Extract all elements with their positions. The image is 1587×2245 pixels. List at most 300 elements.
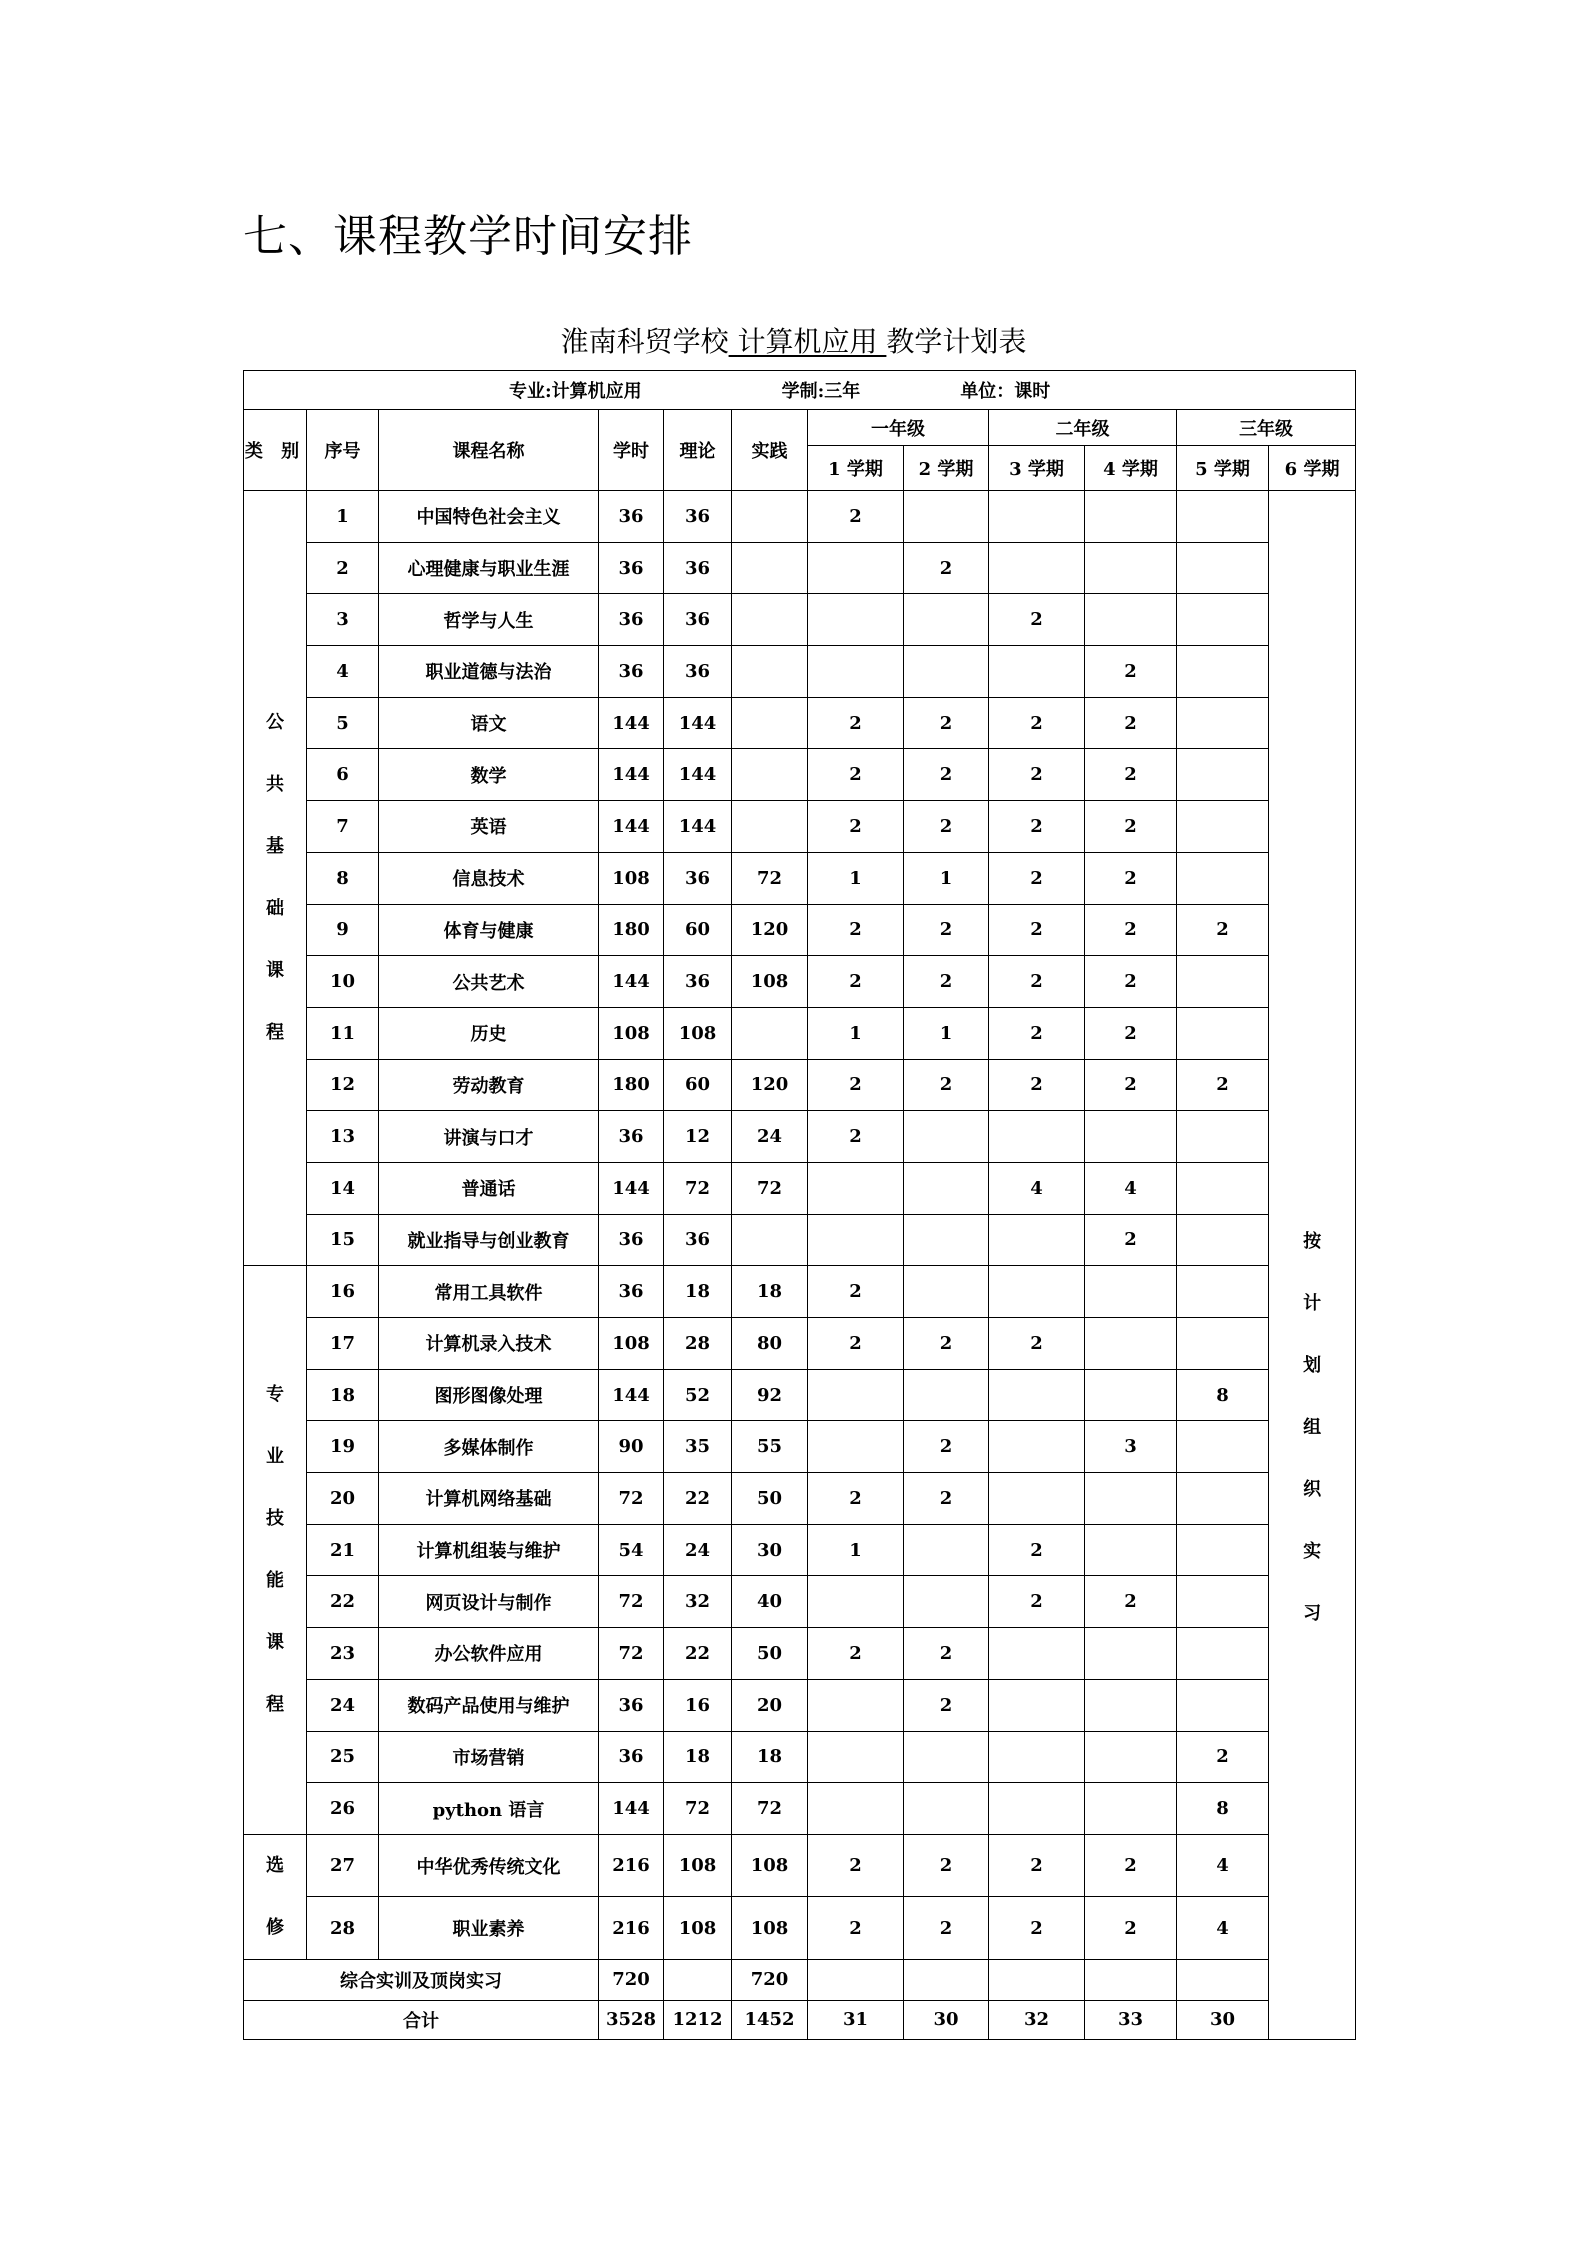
row-theory: 22 bbox=[664, 1473, 732, 1525]
row-term-2 bbox=[904, 1369, 989, 1421]
row-term-4 bbox=[1085, 1266, 1177, 1318]
row-term-5 bbox=[1177, 801, 1269, 853]
course-name: 语文 bbox=[379, 697, 599, 749]
row-term-5 bbox=[1177, 1162, 1269, 1214]
row-term-4 bbox=[1085, 1111, 1177, 1163]
section-title: 七、课程教学时间安排 bbox=[243, 211, 693, 262]
term6-note-char: 按 bbox=[1303, 1231, 1322, 1252]
row-term-2 bbox=[904, 1162, 989, 1214]
row-practice: 55 bbox=[732, 1421, 808, 1473]
row-term-3: 2 bbox=[989, 1834, 1085, 1897]
row-term-4: 2 bbox=[1085, 1576, 1177, 1628]
row-practice: 40 bbox=[732, 1576, 808, 1628]
header-term-6: 6 学期 bbox=[1269, 446, 1356, 491]
table-row bbox=[244, 594, 1356, 646]
row-theory: 108 bbox=[664, 1834, 732, 1897]
row-hours: 108 bbox=[599, 852, 664, 904]
row-practice bbox=[732, 646, 808, 698]
row-term-5 bbox=[1177, 852, 1269, 904]
row-practice bbox=[732, 697, 808, 749]
row-practice: 120 bbox=[732, 1059, 808, 1111]
row-theory: 144 bbox=[664, 697, 732, 749]
course-name: 办公软件应用 bbox=[379, 1628, 599, 1680]
course-name: 历史 bbox=[379, 1007, 599, 1059]
row-term-3 bbox=[989, 646, 1085, 698]
row-hours: 216 bbox=[599, 1834, 664, 1897]
course-name: 哲学与人生 bbox=[379, 594, 599, 646]
term6-note-char: 组 bbox=[1303, 1417, 1322, 1438]
course-name: 计算机组装与维护 bbox=[379, 1524, 599, 1576]
course-name: 多媒体制作 bbox=[379, 1421, 599, 1473]
row-seq: 21 bbox=[307, 1524, 379, 1576]
course-name: 公共艺术 bbox=[379, 956, 599, 1008]
row-theory: 60 bbox=[664, 1059, 732, 1111]
row-hours: 90 bbox=[599, 1421, 664, 1473]
row-term-4 bbox=[1085, 594, 1177, 646]
row-term-4: 2 bbox=[1085, 956, 1177, 1008]
row-hours: 144 bbox=[599, 956, 664, 1008]
row-term-3 bbox=[989, 1783, 1085, 1835]
course-name: 数码产品使用与维护 bbox=[379, 1679, 599, 1731]
row-term-1: 2 bbox=[808, 1897, 904, 1960]
row-term-3: 2 bbox=[989, 801, 1085, 853]
row-term-3: 4 bbox=[989, 1162, 1085, 1214]
row-term-3: 2 bbox=[989, 697, 1085, 749]
row-practice: 108 bbox=[732, 956, 808, 1008]
internship-term-3 bbox=[989, 1959, 1085, 2000]
row-term-5: 8 bbox=[1177, 1369, 1269, 1421]
row-seq: 20 bbox=[307, 1473, 379, 1525]
row-term-3 bbox=[989, 1628, 1085, 1680]
row-practice: 80 bbox=[732, 1318, 808, 1370]
row-term-2 bbox=[904, 1266, 989, 1318]
row-seq: 8 bbox=[307, 852, 379, 904]
row-term-1: 2 bbox=[808, 1266, 904, 1318]
row-practice: 120 bbox=[732, 904, 808, 956]
table-title bbox=[0, 320, 1587, 360]
table-row bbox=[244, 1628, 1356, 1680]
category-professional-char: 技 bbox=[266, 1508, 284, 1530]
row-theory: 12 bbox=[664, 1111, 732, 1163]
table-row bbox=[244, 1524, 1356, 1576]
internship-hours: 720 bbox=[599, 1959, 664, 2000]
row-practice: 72 bbox=[732, 1162, 808, 1214]
header-term-4: 4 学期 bbox=[1085, 446, 1177, 491]
internship-term-2 bbox=[904, 1959, 989, 2000]
category-professional-char: 业 bbox=[266, 1446, 284, 1468]
course-name: 讲演与口才 bbox=[379, 1111, 599, 1163]
row-term-3: 2 bbox=[989, 749, 1085, 801]
row-hours: 36 bbox=[599, 646, 664, 698]
row-term-3: 2 bbox=[989, 1007, 1085, 1059]
row-term-2: 2 bbox=[904, 542, 989, 594]
row-term-5: 2 bbox=[1177, 1731, 1269, 1783]
total-t1: 31 bbox=[808, 2000, 904, 2039]
row-term-2 bbox=[904, 1214, 989, 1266]
table-row bbox=[244, 646, 1356, 698]
row-term-2: 2 bbox=[904, 1897, 989, 1960]
course-name: 英语 bbox=[379, 801, 599, 853]
row-term-3 bbox=[989, 1731, 1085, 1783]
row-theory: 18 bbox=[664, 1731, 732, 1783]
row-theory: 52 bbox=[664, 1369, 732, 1421]
table-row bbox=[244, 1897, 1356, 1960]
row-seq: 11 bbox=[307, 1007, 379, 1059]
table-row bbox=[244, 1369, 1356, 1421]
row-practice: 18 bbox=[732, 1731, 808, 1783]
row-term-5 bbox=[1177, 594, 1269, 646]
row-term-5 bbox=[1177, 956, 1269, 1008]
row-term-4: 4 bbox=[1085, 1162, 1177, 1214]
row-term-1 bbox=[808, 1369, 904, 1421]
row-term-4: 2 bbox=[1085, 1059, 1177, 1111]
table-row bbox=[244, 956, 1356, 1008]
row-term-2: 2 bbox=[904, 1318, 989, 1370]
row-term-1: 2 bbox=[808, 697, 904, 749]
term6-note bbox=[1269, 491, 1356, 2040]
table-row bbox=[244, 1576, 1356, 1628]
row-hours: 144 bbox=[599, 1369, 664, 1421]
term6-note-char: 实 bbox=[1303, 1541, 1322, 1562]
category-elective-char: 选 bbox=[266, 1854, 284, 1876]
header-term-1: 1 学期 bbox=[808, 446, 904, 491]
course-name: 中国特色社会主义 bbox=[379, 491, 599, 543]
row-term-4 bbox=[1085, 1679, 1177, 1731]
row-hours: 108 bbox=[599, 1007, 664, 1059]
row-practice: 20 bbox=[732, 1679, 808, 1731]
row-theory: 36 bbox=[664, 1214, 732, 1266]
header-term-3: 3 学期 bbox=[989, 446, 1085, 491]
header-practice: 实践 bbox=[732, 410, 808, 491]
header-grade-1: 一年级 bbox=[808, 410, 989, 446]
row-seq: 28 bbox=[307, 1897, 379, 1960]
row-term-5 bbox=[1177, 1524, 1269, 1576]
row-seq: 14 bbox=[307, 1162, 379, 1214]
header-row-grades bbox=[244, 410, 1356, 446]
row-term-4 bbox=[1085, 1318, 1177, 1370]
row-practice bbox=[732, 749, 808, 801]
row-hours: 72 bbox=[599, 1576, 664, 1628]
table-row bbox=[244, 1007, 1356, 1059]
meta-unit: 单位：课时 bbox=[960, 381, 1051, 402]
meta-duration: 学制:三年 bbox=[781, 381, 861, 402]
row-practice bbox=[732, 542, 808, 594]
total-row bbox=[244, 2000, 1356, 2039]
row-hours: 144 bbox=[599, 749, 664, 801]
row-term-3 bbox=[989, 1111, 1085, 1163]
table-row bbox=[244, 852, 1356, 904]
category-public-char: 础 bbox=[266, 898, 284, 920]
row-term-2 bbox=[904, 1111, 989, 1163]
row-term-1: 2 bbox=[808, 1834, 904, 1897]
row-theory: 72 bbox=[664, 1162, 732, 1214]
row-term-4: 2 bbox=[1085, 801, 1177, 853]
row-term-1 bbox=[808, 646, 904, 698]
header-theory: 理论 bbox=[664, 410, 732, 491]
row-term-4: 3 bbox=[1085, 1421, 1177, 1473]
row-term-4 bbox=[1085, 1731, 1177, 1783]
table-row bbox=[244, 1421, 1356, 1473]
row-term-1 bbox=[808, 1576, 904, 1628]
row-term-3 bbox=[989, 1266, 1085, 1318]
row-term-3: 2 bbox=[989, 1524, 1085, 1576]
row-theory: 144 bbox=[664, 801, 732, 853]
row-term-3 bbox=[989, 542, 1085, 594]
row-practice: 108 bbox=[732, 1897, 808, 1960]
row-term-1 bbox=[808, 1731, 904, 1783]
table-row bbox=[244, 801, 1356, 853]
header-seq: 序号 bbox=[307, 410, 379, 491]
table-title-prefix: 淮南科贸学校 bbox=[560, 325, 729, 358]
row-term-5 bbox=[1177, 1318, 1269, 1370]
row-practice: 92 bbox=[732, 1369, 808, 1421]
row-seq: 23 bbox=[307, 1628, 379, 1680]
category-public bbox=[244, 491, 307, 1266]
row-hours: 144 bbox=[599, 697, 664, 749]
row-seq: 9 bbox=[307, 904, 379, 956]
course-name: 心理健康与职业生涯 bbox=[379, 542, 599, 594]
row-hours: 72 bbox=[599, 1628, 664, 1680]
row-term-4 bbox=[1085, 1369, 1177, 1421]
total-practice: 1452 bbox=[732, 2000, 808, 2039]
row-hours: 180 bbox=[599, 1059, 664, 1111]
row-term-3: 2 bbox=[989, 1576, 1085, 1628]
table-title-major bbox=[729, 325, 887, 358]
row-practice: 72 bbox=[732, 852, 808, 904]
term6-note-char: 织 bbox=[1303, 1479, 1322, 1500]
row-hours: 180 bbox=[599, 904, 664, 956]
row-theory: 28 bbox=[664, 1318, 732, 1370]
row-theory: 36 bbox=[664, 542, 732, 594]
table-row bbox=[244, 1111, 1356, 1163]
row-hours: 36 bbox=[599, 1111, 664, 1163]
row-seq: 16 bbox=[307, 1266, 379, 1318]
category-public-char: 课 bbox=[266, 960, 284, 982]
row-term-3 bbox=[989, 1473, 1085, 1525]
row-term-2: 2 bbox=[904, 697, 989, 749]
row-term-3 bbox=[989, 1421, 1085, 1473]
row-practice bbox=[732, 1007, 808, 1059]
meta-major: 专业:计算机应用 bbox=[509, 381, 642, 402]
row-term-4: 2 bbox=[1085, 1007, 1177, 1059]
row-seq: 26 bbox=[307, 1783, 379, 1835]
row-seq: 6 bbox=[307, 749, 379, 801]
row-term-4 bbox=[1085, 491, 1177, 543]
row-term-2 bbox=[904, 1783, 989, 1835]
row-seq: 27 bbox=[307, 1834, 379, 1897]
row-seq: 5 bbox=[307, 697, 379, 749]
category-elective-char: 修 bbox=[266, 1916, 284, 1938]
row-hours: 36 bbox=[599, 1266, 664, 1318]
category-public-char: 基 bbox=[266, 836, 284, 858]
row-term-1: 2 bbox=[808, 1473, 904, 1525]
row-seq: 19 bbox=[307, 1421, 379, 1473]
internship-label: 综合实训及顶岗实习 bbox=[244, 1959, 599, 2000]
row-term-3 bbox=[989, 1369, 1085, 1421]
table-row bbox=[244, 1679, 1356, 1731]
row-term-2: 2 bbox=[904, 1421, 989, 1473]
table-row bbox=[244, 1473, 1356, 1525]
row-seq: 4 bbox=[307, 646, 379, 698]
row-theory: 36 bbox=[664, 956, 732, 1008]
course-name: 信息技术 bbox=[379, 852, 599, 904]
internship-term-1 bbox=[808, 1959, 904, 2000]
row-hours: 108 bbox=[599, 1318, 664, 1370]
row-term-2: 2 bbox=[904, 1628, 989, 1680]
row-seq: 25 bbox=[307, 1731, 379, 1783]
row-seq: 12 bbox=[307, 1059, 379, 1111]
row-term-1: 2 bbox=[808, 904, 904, 956]
course-name: 数学 bbox=[379, 749, 599, 801]
total-label: 合计 bbox=[244, 2000, 599, 2039]
row-hours: 36 bbox=[599, 1214, 664, 1266]
row-term-4: 2 bbox=[1085, 646, 1177, 698]
course-name: 体育与健康 bbox=[379, 904, 599, 956]
row-theory: 60 bbox=[664, 904, 732, 956]
row-term-2: 2 bbox=[904, 1059, 989, 1111]
table-title-major-text: 计算机应用 bbox=[737, 325, 878, 358]
row-term-1 bbox=[808, 594, 904, 646]
row-term-4: 2 bbox=[1085, 749, 1177, 801]
internship-term-4 bbox=[1085, 1959, 1177, 2000]
meta-row bbox=[244, 371, 1356, 410]
row-term-5 bbox=[1177, 1576, 1269, 1628]
row-term-5 bbox=[1177, 646, 1269, 698]
row-theory: 24 bbox=[664, 1524, 732, 1576]
row-practice: 18 bbox=[732, 1266, 808, 1318]
table-row bbox=[244, 1731, 1356, 1783]
row-term-2: 2 bbox=[904, 801, 989, 853]
row-hours: 144 bbox=[599, 801, 664, 853]
row-hours: 144 bbox=[599, 1162, 664, 1214]
total-theory: 1212 bbox=[664, 2000, 732, 2039]
row-practice: 108 bbox=[732, 1834, 808, 1897]
row-seq: 10 bbox=[307, 956, 379, 1008]
course-name: 常用工具软件 bbox=[379, 1266, 599, 1318]
category-public-char: 公 bbox=[266, 712, 284, 734]
header-course: 课程名称 bbox=[379, 410, 599, 491]
category-public-char: 程 bbox=[266, 1022, 284, 1044]
row-term-5 bbox=[1177, 491, 1269, 543]
row-seq: 22 bbox=[307, 1576, 379, 1628]
row-term-5 bbox=[1177, 1007, 1269, 1059]
row-theory: 36 bbox=[664, 491, 732, 543]
course-name: 劳动教育 bbox=[379, 1059, 599, 1111]
row-theory: 144 bbox=[664, 749, 732, 801]
row-term-1 bbox=[808, 1214, 904, 1266]
row-term-2 bbox=[904, 1524, 989, 1576]
row-term-5 bbox=[1177, 697, 1269, 749]
row-term-5 bbox=[1177, 1421, 1269, 1473]
table-row bbox=[244, 1162, 1356, 1214]
row-term-3: 2 bbox=[989, 904, 1085, 956]
category-professional-char: 能 bbox=[266, 1570, 284, 1592]
total-t2: 30 bbox=[904, 2000, 989, 2039]
course-name: 中华优秀传统文化 bbox=[379, 1834, 599, 1897]
course-name: 计算机录入技术 bbox=[379, 1318, 599, 1370]
row-term-4: 2 bbox=[1085, 852, 1177, 904]
row-practice: 72 bbox=[732, 1783, 808, 1835]
row-term-3: 2 bbox=[989, 956, 1085, 1008]
row-term-3 bbox=[989, 1679, 1085, 1731]
total-t5: 30 bbox=[1177, 2000, 1269, 2039]
table-row bbox=[244, 1318, 1356, 1370]
row-term-2: 2 bbox=[904, 956, 989, 1008]
row-term-2 bbox=[904, 491, 989, 543]
row-term-3 bbox=[989, 1214, 1085, 1266]
category-elective bbox=[244, 1834, 307, 1959]
total-t4: 33 bbox=[1085, 2000, 1177, 2039]
row-theory: 35 bbox=[664, 1421, 732, 1473]
header-grade-2: 二年级 bbox=[989, 410, 1177, 446]
table-row bbox=[244, 1059, 1356, 1111]
row-term-5 bbox=[1177, 1473, 1269, 1525]
row-term-5 bbox=[1177, 542, 1269, 594]
table-row bbox=[244, 904, 1356, 956]
row-hours: 36 bbox=[599, 1679, 664, 1731]
row-hours: 36 bbox=[599, 542, 664, 594]
row-term-5 bbox=[1177, 749, 1269, 801]
row-term-4 bbox=[1085, 1783, 1177, 1835]
course-name: 普通话 bbox=[379, 1162, 599, 1214]
course-name: 就业指导与创业教育 bbox=[379, 1214, 599, 1266]
table-row bbox=[244, 749, 1356, 801]
row-term-2 bbox=[904, 594, 989, 646]
row-term-1 bbox=[808, 542, 904, 594]
row-term-5 bbox=[1177, 1266, 1269, 1318]
table-row bbox=[244, 1783, 1356, 1835]
total-t3: 32 bbox=[989, 2000, 1085, 2039]
row-term-2 bbox=[904, 1576, 989, 1628]
row-term-1 bbox=[808, 1783, 904, 1835]
category-professional bbox=[244, 1266, 307, 1835]
row-term-4: 2 bbox=[1085, 1897, 1177, 1960]
course-name: 职业素养 bbox=[379, 1897, 599, 1960]
row-term-1 bbox=[808, 1679, 904, 1731]
course-name: 计算机网络基础 bbox=[379, 1473, 599, 1525]
row-term-1: 2 bbox=[808, 1059, 904, 1111]
row-term-1: 2 bbox=[808, 1318, 904, 1370]
course-name: 职业道德与法治 bbox=[379, 646, 599, 698]
table-row bbox=[244, 542, 1356, 594]
table-title-suffix: 教学计划表 bbox=[886, 325, 1027, 358]
row-seq: 24 bbox=[307, 1679, 379, 1731]
row-practice: 24 bbox=[732, 1111, 808, 1163]
category-public-char: 共 bbox=[266, 774, 284, 796]
row-term-1: 2 bbox=[808, 956, 904, 1008]
header-hours: 学时 bbox=[599, 410, 664, 491]
row-term-4: 2 bbox=[1085, 1834, 1177, 1897]
row-term-3: 2 bbox=[989, 852, 1085, 904]
row-term-5 bbox=[1177, 1679, 1269, 1731]
table-row bbox=[244, 1266, 1356, 1318]
row-practice: 50 bbox=[732, 1628, 808, 1680]
row-term-5 bbox=[1177, 1111, 1269, 1163]
meta-cell bbox=[244, 371, 1356, 410]
row-hours: 72 bbox=[599, 1473, 664, 1525]
row-theory: 108 bbox=[664, 1007, 732, 1059]
row-hours: 54 bbox=[599, 1524, 664, 1576]
row-hours: 36 bbox=[599, 1731, 664, 1783]
row-seq: 3 bbox=[307, 594, 379, 646]
row-term-3: 2 bbox=[989, 1059, 1085, 1111]
row-theory: 36 bbox=[664, 646, 732, 698]
row-theory: 16 bbox=[664, 1679, 732, 1731]
row-theory: 22 bbox=[664, 1628, 732, 1680]
row-theory: 32 bbox=[664, 1576, 732, 1628]
row-seq: 1 bbox=[307, 491, 379, 543]
row-term-1: 2 bbox=[808, 801, 904, 853]
